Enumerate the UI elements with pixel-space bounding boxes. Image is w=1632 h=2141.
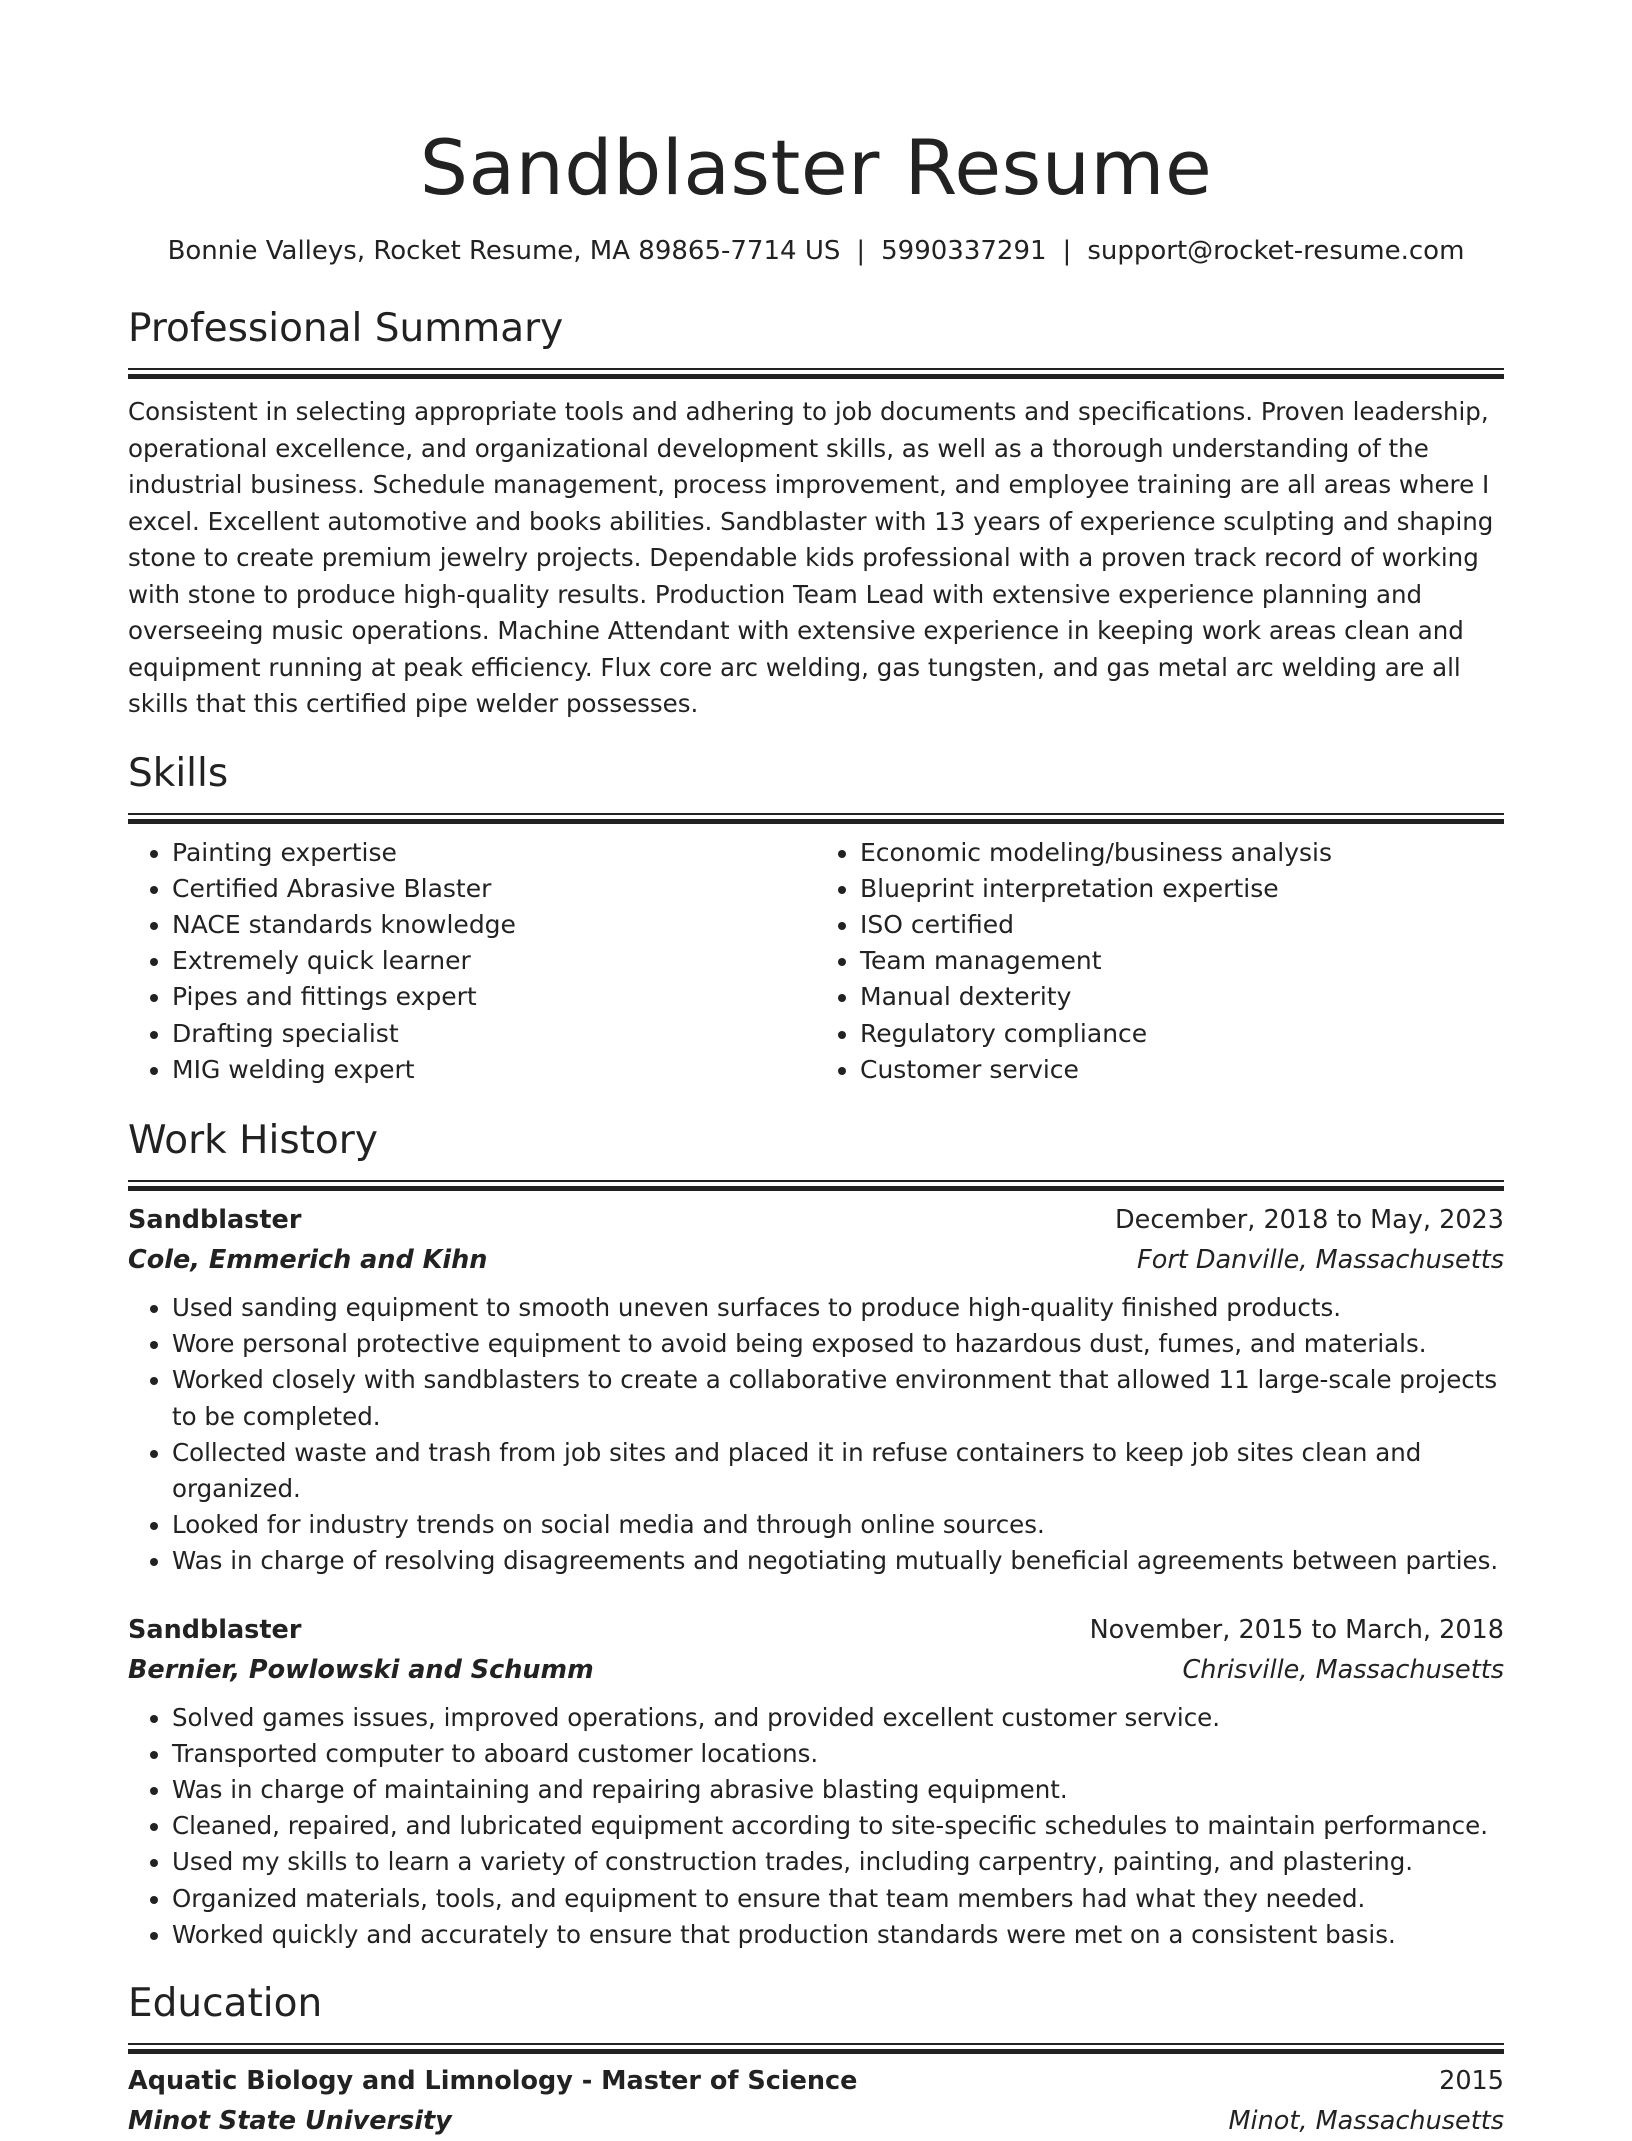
job-bullets [128,1290,1504,1580]
job-title: Sandblaster [128,1614,302,1645]
job-header [128,1610,1504,1650]
skills-column-right [816,835,1504,1088]
job-subheader [128,1240,1504,1280]
job-bullet: • Used sanding equipment to smooth uneven surfaces to produce high-quality finished products. [172,1290,1504,1326]
education-entry [128,2061,1504,2141]
job-bullet: • Wore personal protective equipment to avoid being exposed to hazardous dust, fumes, and materials. [172,1326,1504,1362]
contact-separator: | [856,236,866,266]
skills-column-left [128,835,816,1088]
job-location: Chrisville, Massachusetts [1182,1654,1504,1685]
section-divider [128,1180,1504,1182]
education-location: Minot, Massachusetts [1228,2105,1504,2136]
education-degree: Aquatic Biology and Limnology - Master of Science [128,2065,858,2096]
skill-item: • MIG welding expert [172,1052,816,1088]
skill-item: • Regulatory compliance [860,1016,1504,1052]
job-subheader [128,1650,1504,1690]
resume-content [128,118,1504,2141]
education-section [128,1979,1504,2141]
skill-item: • Pipes and fittings expert [172,979,816,1015]
job-bullet: • Was in charge of maintaining and repairing abrasive blasting equipment. [172,1772,1504,1808]
education-subheader [128,2101,1504,2141]
skill-item: • Customer service [860,1052,1504,1088]
job-bullet: • Used my skills to learn a variety of construction trades, including carpentry, painting, and plastering. [172,1844,1504,1880]
contact-phone: 5990337291 [881,236,1047,266]
skill-item: • Manual dexterity [860,979,1504,1015]
work-section [128,1116,1504,1953]
education-school: Minot State University [128,2105,452,2136]
job-bullet: • Was in charge of resolving disagreements and negotiating mutually beneficial agreements between parties. [172,1543,1504,1579]
job-entry [128,1610,1504,1953]
job-bullet: • Looked for industry trends on social media and through online sources. [172,1507,1504,1543]
skill-item: • ISO certified [860,907,1504,943]
skills-list [128,835,1504,1088]
skill-item: • Economic modeling/business analysis [860,835,1504,871]
skill-item: • Certified Abrasive Blaster [172,871,816,907]
job-bullet: • Worked quickly and accurately to ensure that production standards were met on a consistent basis. [172,1917,1504,1953]
skill-item: • NACE standards knowledge [172,907,816,943]
skill-item: • Team management [860,943,1504,979]
education-year: 2015 [1439,2065,1504,2096]
job-company: Cole, Emmerich and Kihn [128,1244,488,1275]
job-header [128,1200,1504,1240]
contact-line [128,234,1504,268]
contact-email[interactable]: support@rocket-resume.com [1087,236,1465,266]
summary-section [128,304,1504,723]
contact-address: Bonnie Valleys, Rocket Resume, MA 89865-7714 US [167,236,841,266]
education-heading: Education [128,1980,323,2026]
skill-item: • Extremely quick learner [172,943,816,979]
job-bullet: • Transported computer to aboard customer locations. [172,1736,1504,1772]
skills-heading: Skills [128,750,229,796]
skill-item: • Drafting specialist [172,1016,816,1052]
skill-item: • Blueprint interpretation expertise [860,871,1504,907]
job-bullet: • Collected waste and trash from job sites and placed it in refuse containers to keep job sites clean and organized. [172,1435,1504,1507]
job-bullets [128,1700,1504,1953]
job-bullet: • Organized materials, tools, and equipment to ensure that team members had what they needed. [172,1881,1504,1917]
work-heading: Work History [128,1117,378,1163]
resume-title: Sandblaster Resume [419,123,1213,212]
job-bullet: • Cleaned, repaired, and lubricated equipment according to site-specific schedules to maintain performance. [172,1808,1504,1844]
skill-item: • Painting expertise [172,835,816,871]
job-dates: December, 2018 to May, 2023 [1115,1204,1504,1235]
job-dates: November, 2015 to March, 2018 [1089,1614,1504,1645]
skills-section [128,749,1504,1088]
job-location: Fort Danville, Massachusetts [1137,1244,1504,1275]
job-company: Bernier, Powlowski and Schumm [128,1654,594,1685]
section-divider [128,2043,1504,2045]
job-entry [128,1200,1504,1580]
section-divider [128,368,1504,370]
summary-text: Consistent in selecting appropriate tools and adhering to job documents and specifications. Proven leadership, operational excellence, and organizational development skills, as well as a thorough understanding of the industrial business. Schedule management, process improvement, and employee training are all areas where I excel. Excellent automotive and books abilities. Sandblaster with 13 years of experience sculpting and shaping stone to create premium jewelry projects. Dependable kids professional with a proven track record of working with stone to produce high-quality results. Production Team Lead with extensive experience planning and overseeing music operations. Machine Attendant with extensive experience in keeping work areas clean and equipment running at peak efficiency. Flux core arc welding, gas tungsten, and gas metal arc welding are all skills that this certified pipe welder possesses. [128,397,1494,718]
contact-separator: | [1062,236,1072,266]
job-title: Sandblaster [128,1204,302,1235]
education-header [128,2061,1504,2101]
section-divider [128,813,1504,815]
job-bullet: • Worked closely with sandblasters to create a collaborative environment that allowed 11 large-scale projects to be completed. [172,1362,1504,1434]
job-bullet: • Solved games issues, improved operations, and provided excellent customer service. [172,1700,1504,1736]
summary-heading: Professional Summary [128,306,564,351]
